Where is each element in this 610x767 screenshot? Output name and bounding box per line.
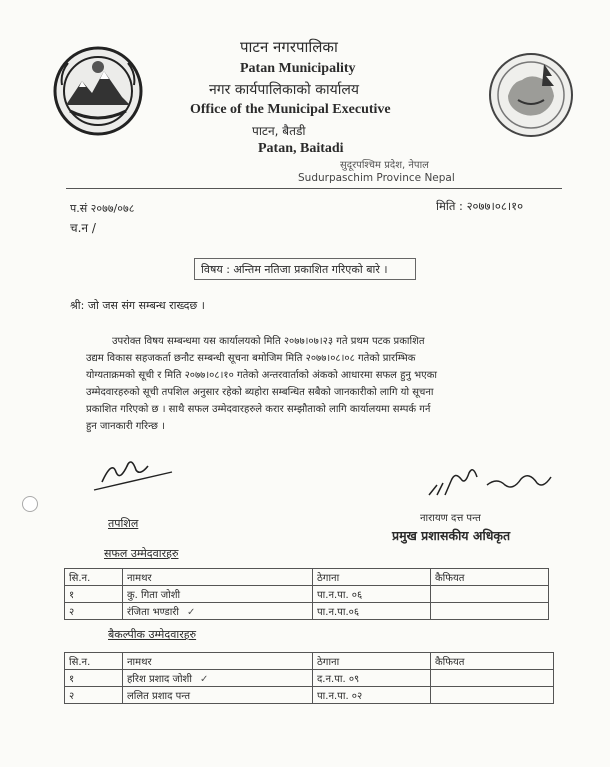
successful-heading: सफल उम्मेदवारहरु [104, 547, 179, 560]
table-row [65, 603, 549, 620]
body-line: उद्यम विकास सहजकर्ता छनौट सम्बन्धी सूचना बमोजिम मिति २०७७।०८।०८ गतेको प्रारम्भिक [86, 353, 416, 364]
alternate-candidates-table [64, 652, 554, 704]
column-header: ठेगाना [313, 569, 431, 586]
check-mark-icon: ✓ [199, 674, 209, 685]
column-header: कैफियत [431, 653, 554, 670]
table-cell [431, 670, 554, 687]
addressee: श्री: जो जस संग सम्बन्ध राख्दछ । [70, 299, 205, 312]
column-header: नामथर [123, 569, 313, 586]
table-cell: पा.न.पा. ०६ [313, 586, 431, 603]
annex-title: तपशिल [108, 517, 139, 530]
body-line: योग्यताक्रमको सूची र मिति २०७७।०८।१० गतेको अन्तरवार्ताको अंकको आधारमा सफल हुनु भएका [86, 370, 437, 381]
table-cell: २ [65, 603, 123, 620]
table-cell [431, 603, 549, 620]
column-header: सि.न. [65, 653, 123, 670]
table-cell [431, 586, 549, 603]
table-cell [123, 670, 313, 687]
alternate-heading: बैकल्पीक उम्मेदवारहरु [108, 628, 197, 641]
table-header-row [65, 653, 554, 670]
reference-number: प.सं २०७७/०७८ [70, 202, 135, 215]
table-row [65, 586, 549, 603]
table-row [65, 670, 554, 687]
officer-signature-icon [425, 455, 560, 515]
address-en: Patan, Baitadi [258, 141, 344, 156]
candidate-name: रंजिता भण्डारी [127, 607, 179, 618]
table-cell: ललित प्रशाद पन्त [123, 687, 313, 704]
letter-date: मिति : २०७७।०८।१० [436, 199, 524, 213]
column-header: नामथर [123, 653, 313, 670]
table-cell: द.न.पा. ०९ [313, 670, 431, 687]
body-line: प्रकाशित गरिएको छ । साथै सफल उम्मेदवारहरुले करार सम्झौताको लागि कार्यालयमा सम्पर्क गर्न [86, 404, 431, 415]
office-name-en: Office of the Municipal Executive [190, 102, 391, 117]
initial-signature-icon [92, 452, 176, 494]
table-cell [431, 687, 554, 704]
header-divider [66, 188, 562, 189]
province-en: Sudurpaschim Province Nepal [298, 172, 455, 184]
table-cell: पा.न.पा.०६ [313, 603, 431, 620]
table-cell: कु. गिता जोशी [123, 586, 313, 603]
column-header: सि.न. [65, 569, 123, 586]
signatory-designation: प्रमुख प्रशासकीय अधिकृत [392, 528, 511, 543]
punch-hole [22, 496, 38, 512]
table-header-row [65, 569, 549, 586]
column-header: कैफियत [431, 569, 549, 586]
body-line: उपरोक्त विषय सम्बन्धमा यस कार्यालयको मिति २०७७।०७।२३ गते प्रथम पटक प्रकाशित [112, 336, 425, 347]
table-row [65, 687, 554, 704]
dispatch-number: च.न / [70, 221, 96, 235]
body-line: उम्मेदवारहरुको सूची तपशिल अनुसार रहेको ब्यहोरा सम्बन्धित सबैको जानकारीको लागि यो सूचना [86, 387, 434, 398]
table-cell: १ [65, 670, 123, 687]
check-mark-icon: ✓ [186, 607, 196, 618]
signatory-name: नारायण दत्त पन्त [420, 513, 481, 524]
body-line: हुन जानकारी गरिन्छ । [86, 421, 165, 432]
successful-candidates-table [64, 568, 549, 620]
province-np: सुदूरपश्चिम प्रदेश, नेपाल [340, 160, 429, 171]
municipality-name-np: पाटन नगरपालिका [240, 38, 338, 56]
table-cell: १ [65, 586, 123, 603]
municipality-emblem-icon [52, 45, 144, 137]
national-emblem-icon [488, 52, 574, 138]
address-np: पाटन, बैतडी [252, 124, 306, 138]
candidate-name: हरिश प्रशाद जोशी [127, 674, 192, 685]
column-header: ठेगाना [313, 653, 431, 670]
municipality-name-en: Patan Municipality [240, 61, 356, 76]
table-cell: पा.न.पा. ०२ [313, 687, 431, 704]
body-paragraph [86, 333, 556, 435]
table-cell [123, 603, 313, 620]
office-name-np: नगर कार्यपालिकाको कार्यालय [209, 82, 359, 98]
table-cell: २ [65, 687, 123, 704]
subject-line: विषय : अन्तिम नतिजा प्रकाशित गरिएको बारे । [194, 258, 416, 280]
